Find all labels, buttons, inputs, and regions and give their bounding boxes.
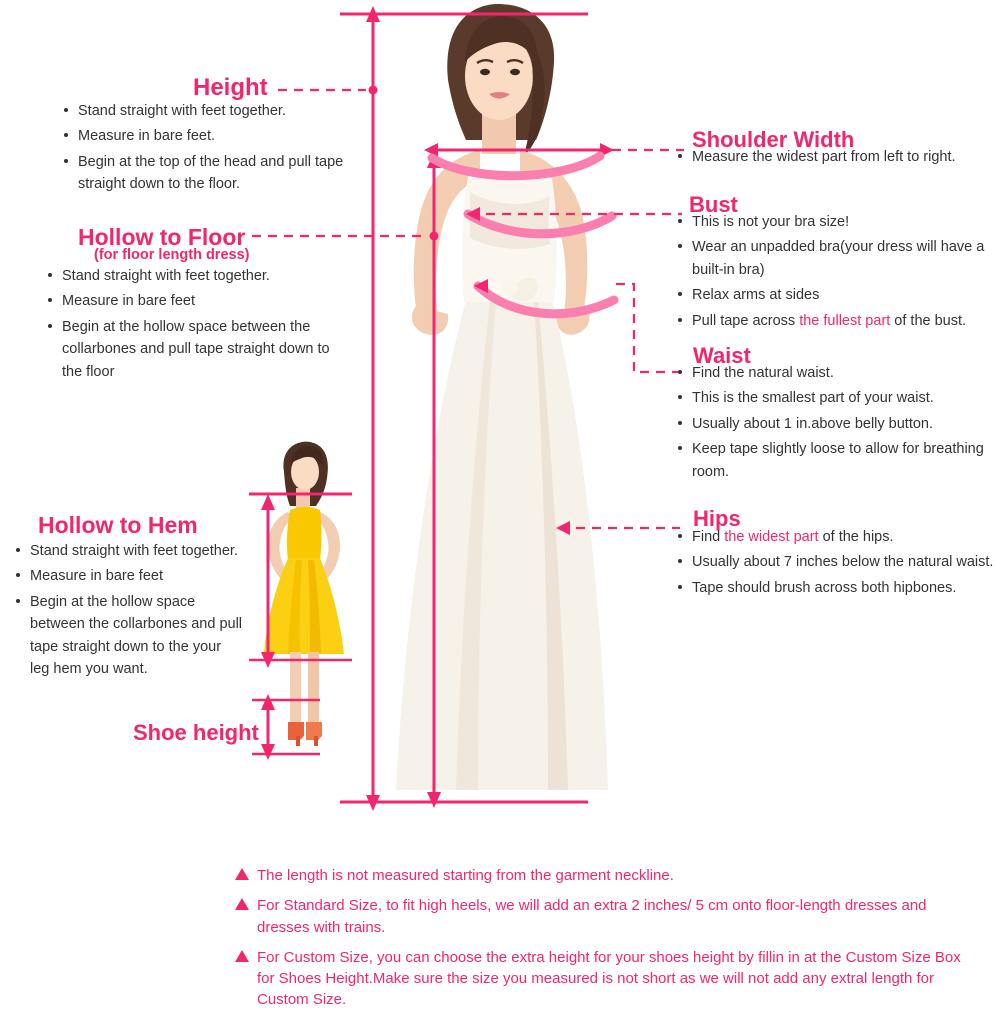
note-item xyxy=(235,895,975,938)
warning-triangle-icon xyxy=(235,868,249,880)
list-item: Measure the widest part from left to right. xyxy=(676,146,996,168)
list-item: Begin at the top of the head and pull tape straight down to the floor. xyxy=(62,151,362,196)
hollow-to-floor-bullets xyxy=(46,265,346,386)
list-item: Usually about 7 inches below the natural waist. xyxy=(676,551,996,573)
bust-heading: Bust xyxy=(689,192,738,217)
hips-bullets xyxy=(676,526,996,602)
bust-highlight: the fullest part xyxy=(799,312,891,329)
height-bullets xyxy=(62,100,362,199)
hollow-to-hem-bullets xyxy=(14,540,242,684)
list-item: Find the widest part of the hips. xyxy=(676,526,996,548)
list-item: Pull tape across the fullest part of the bust. xyxy=(676,310,998,332)
shoe-height-heading: Shoe height xyxy=(133,720,259,745)
list-item: Find the natural waist. xyxy=(676,362,996,384)
note-item xyxy=(235,947,975,1011)
list-item: Begin at the hollow space between the collarbones and pull tape straight down to the your leg hem you want. xyxy=(14,591,242,681)
list-item: Relax arms at sides xyxy=(676,284,998,306)
hollow-to-floor-heading: Hollow to Floor xyxy=(78,224,246,250)
list-item: Stand straight with feet together. xyxy=(14,540,242,562)
list-item: Measure in bare feet xyxy=(14,565,242,587)
list-item: Wear an unpadded bra(your dress will have a built-in bra) xyxy=(676,236,998,281)
warning-triangle-icon xyxy=(235,898,249,910)
list-item: Tape should brush across both hipbones. xyxy=(676,577,996,599)
list-item: Begin at the hollow space between the collarbones and pull tape straight down to the floor xyxy=(46,316,346,383)
shoulder-width-bullets xyxy=(676,146,996,171)
bust-bullets xyxy=(676,211,998,335)
height-heading: Height xyxy=(193,74,268,101)
list-item: Usually about 1 in.above belly button. xyxy=(676,413,996,435)
short-dress-figure-illustration xyxy=(248,440,358,760)
list-item: Stand straight with feet together. xyxy=(46,265,346,287)
list-item: This is not your bra size! xyxy=(676,211,998,233)
shoulder-width-heading: Shoulder Width xyxy=(692,127,855,152)
list-item: Stand straight with feet together. xyxy=(62,100,362,122)
hollow-to-floor-subheading: (for floor length dress) xyxy=(94,247,250,263)
list-item: Measure in bare feet xyxy=(46,290,346,312)
hollow-to-hem-heading: Hollow to Hem xyxy=(38,512,198,538)
list-item: Keep tape slightly loose to allow for breathing room. xyxy=(676,438,996,483)
note-text: For Standard Size, to fit high heels, we will add an extra 2 inches/ 5 cm onto floor-length dresses and dresses with trains. xyxy=(257,897,927,936)
list-item: Measure in bare feet. xyxy=(62,125,362,147)
tall-dress-figure-illustration xyxy=(370,0,660,810)
footer-notes xyxy=(235,865,975,1020)
waist-bullets xyxy=(676,362,996,486)
hips-highlight: the widest part xyxy=(724,529,819,545)
note-text: The length is not measured starting from the garment neckline. xyxy=(257,867,674,884)
list-item: This is the smallest part of your waist. xyxy=(676,387,996,409)
warning-triangle-icon xyxy=(235,950,249,962)
waist-heading: Waist xyxy=(693,343,751,368)
note-item xyxy=(235,865,975,886)
hips-heading: Hips xyxy=(693,506,741,531)
note-text: For Custom Size, you can choose the extra height for your shoes height by fillin in at the Custom Size Box for Shoes Height.Make sure the size you measured is not short as we will not add any extral length for Custom Size. xyxy=(257,948,961,1009)
